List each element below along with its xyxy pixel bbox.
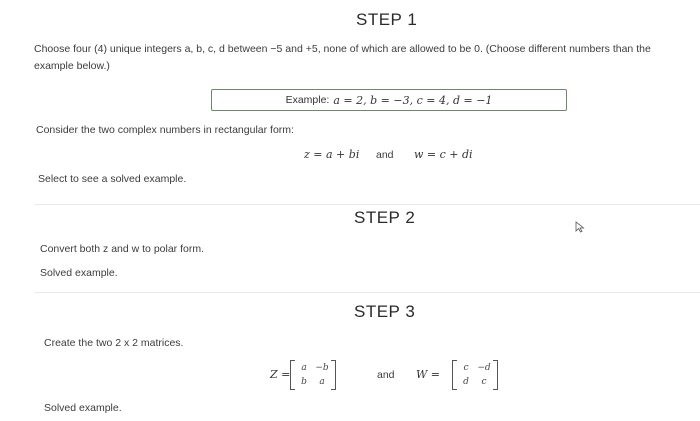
matrix-w-cell: d (463, 377, 469, 387)
example-equation: a = 2, b = −3, c = 4, d = −1 (333, 93, 493, 107)
example-box (211, 89, 567, 111)
matrix-w-cell: c (481, 377, 487, 387)
divider (34, 292, 700, 293)
matrix-z-cell: −b (315, 363, 329, 373)
step1-instruction-line2: example below.) (34, 60, 110, 72)
step2-solved-example-link[interactable]: Solved example. (40, 267, 118, 279)
matrix-z-label: Z = (270, 368, 291, 381)
right-bracket (331, 360, 336, 390)
divider (34, 204, 700, 205)
matrix-z-cell: a (319, 377, 325, 387)
matrix-z (290, 360, 336, 390)
step1-title: STEP 1 (356, 10, 418, 29)
matrix-w-cell: c (463, 363, 469, 373)
example-label: Example: (285, 94, 330, 106)
matrix-w-label: W = (416, 368, 441, 381)
step3-title: STEP 3 (354, 302, 416, 321)
matrix-w-cell: −d (477, 363, 491, 373)
cursor-icon (575, 221, 585, 233)
step2-instruction: Convert both z and w to polar form. (40, 243, 204, 255)
step3-solved-example-link[interactable]: Solved example. (44, 402, 122, 414)
consider-text: Consider the two complex numbers in rectangular form: (36, 124, 294, 136)
matrix-w (452, 360, 498, 390)
matrix-and-text: and (377, 369, 395, 381)
matrix-z-cell: b (301, 377, 307, 387)
step3-instruction: Create the two 2 x 2 matrices. (44, 337, 184, 349)
and-text: and (376, 149, 394, 161)
select-solved-example-link[interactable]: Select to see a solved example. (38, 173, 187, 185)
right-bracket (493, 360, 498, 390)
w-definition: w = c + di (414, 148, 473, 161)
z-definition: z = a + bi (304, 148, 360, 161)
step2-title: STEP 2 (354, 208, 416, 227)
matrix-z-cell: a (301, 363, 307, 373)
step1-instruction-line1: Choose four (4) unique integers a, b, c, d between −5 and +5, none of which are allowed to be 0. (Choose different numbers than the (34, 43, 651, 55)
